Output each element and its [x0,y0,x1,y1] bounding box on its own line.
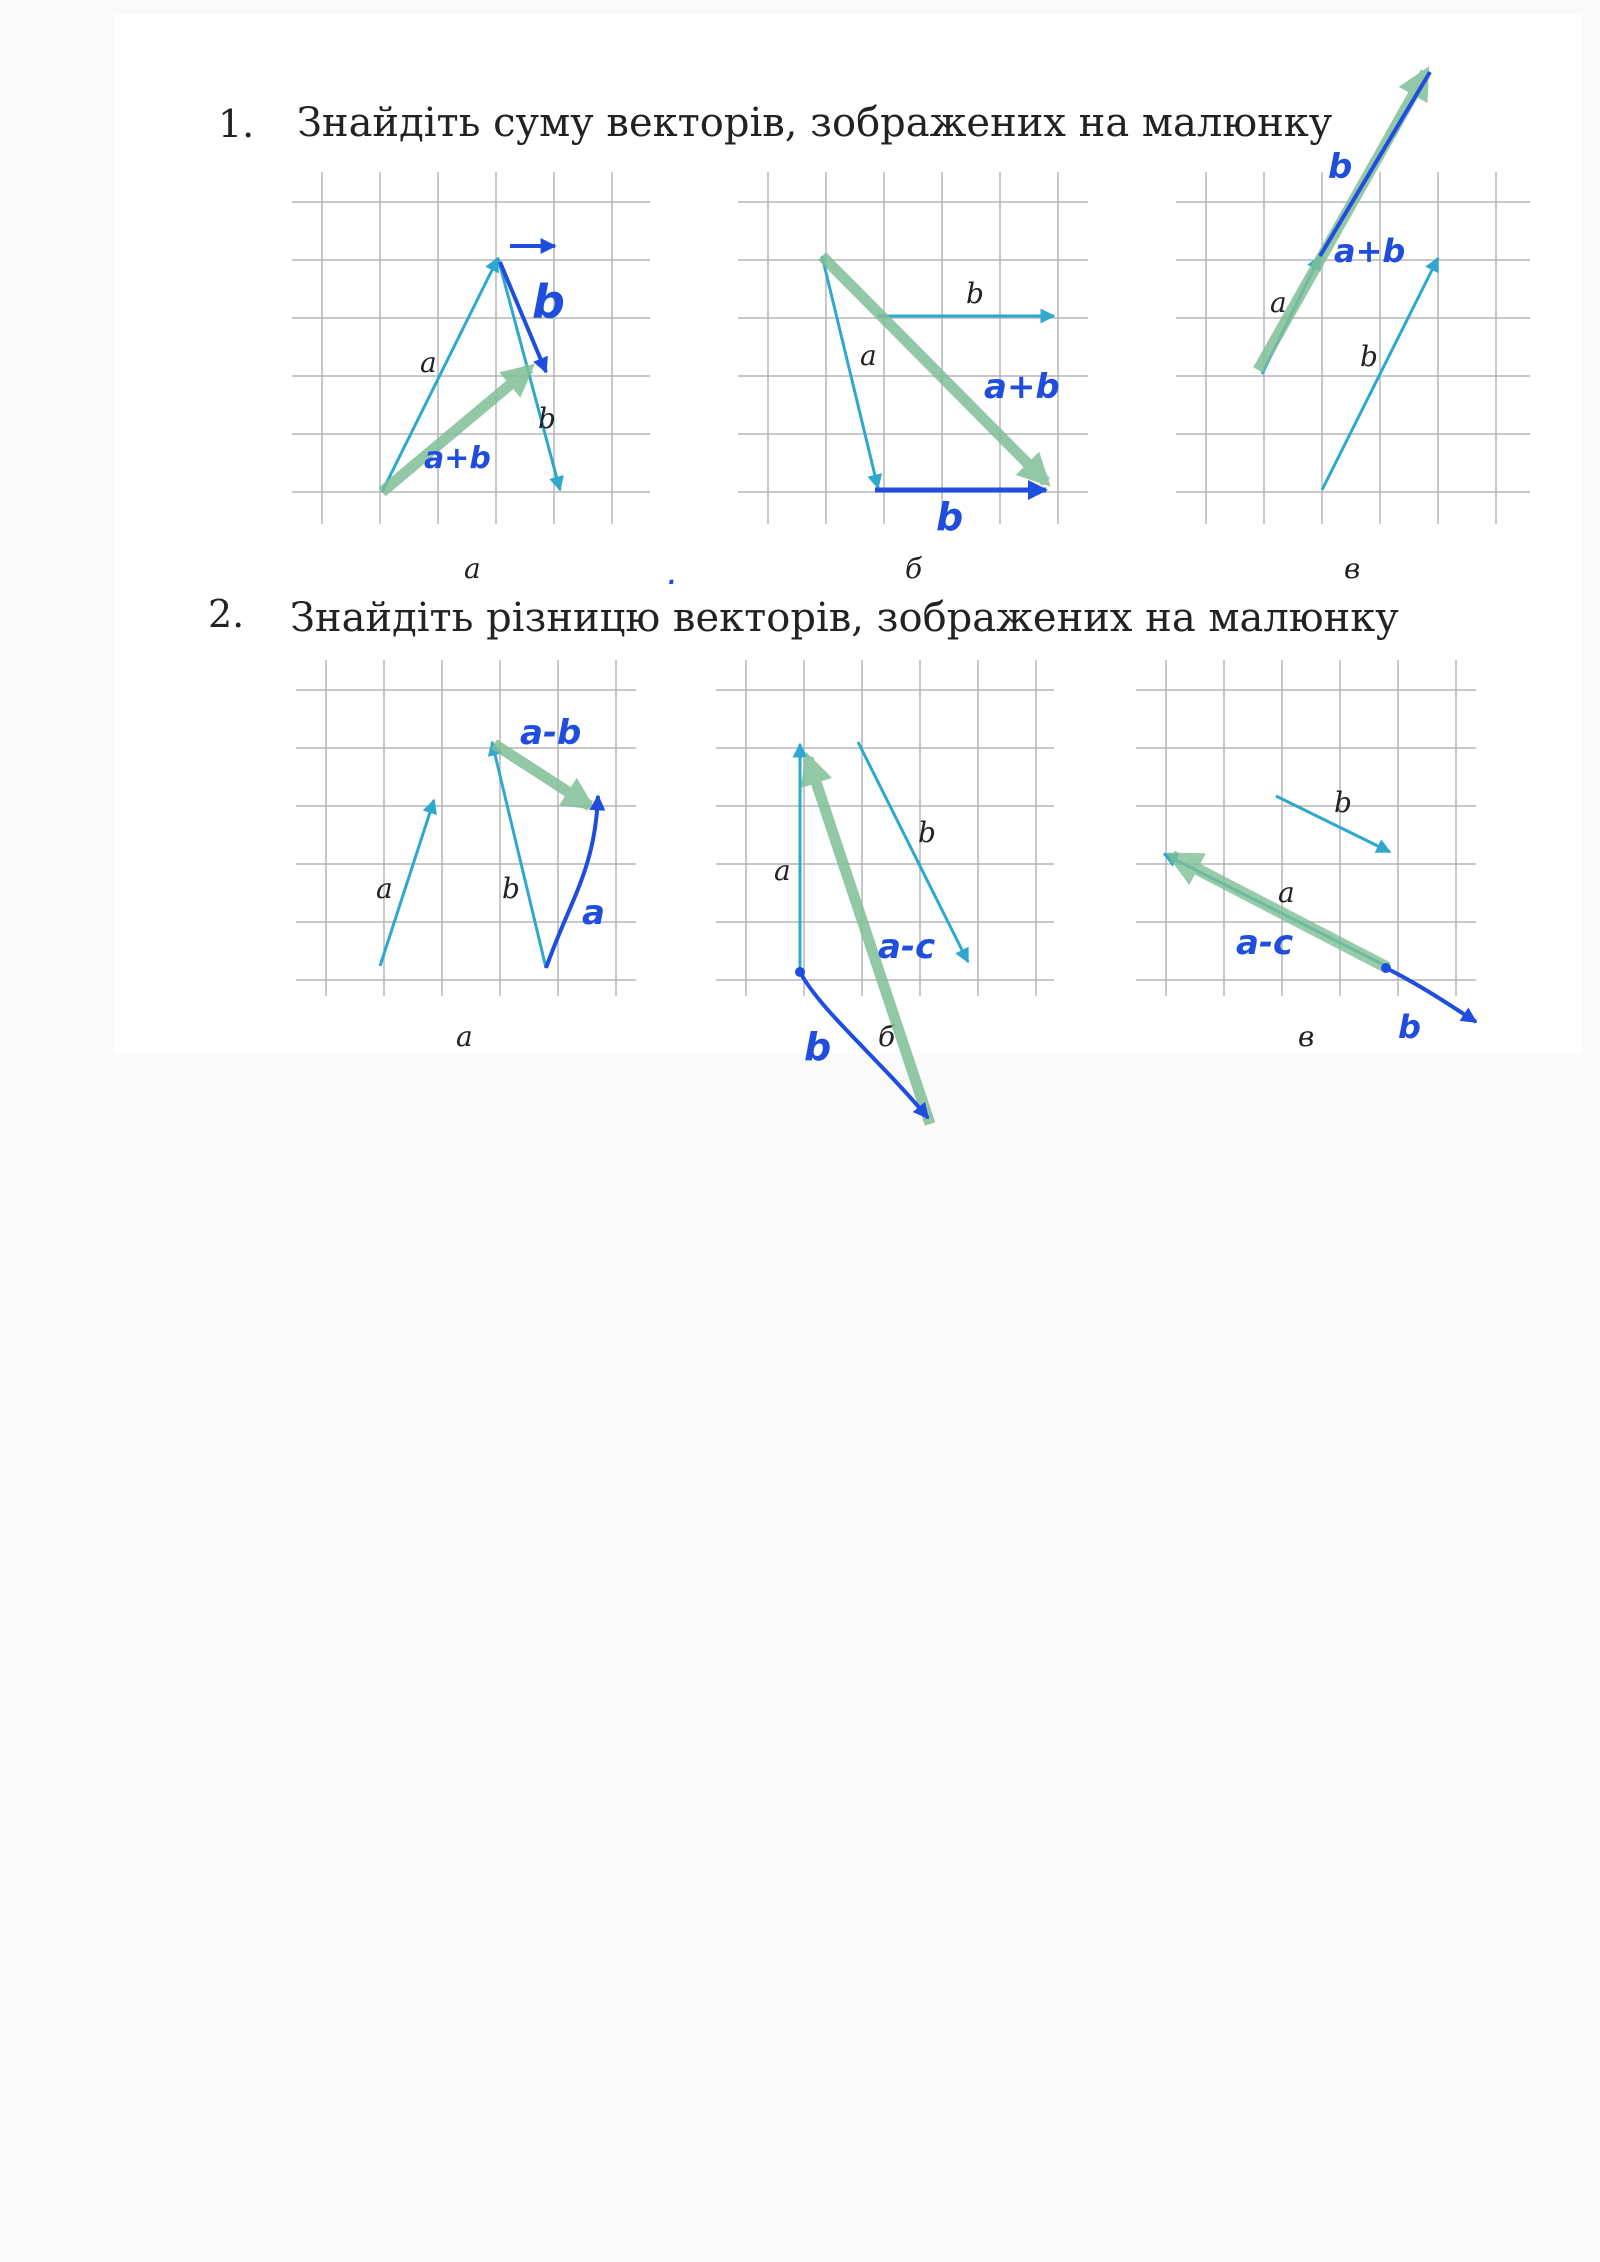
stray-dot: . [668,565,677,590]
label-b: b [502,872,520,905]
hand-b: b [804,1025,832,1069]
label-b: b [1360,340,1378,373]
figure-2c [1164,786,1476,1046]
hand-diff: a-c [1236,923,1294,963]
caption-2b: б [878,1020,896,1053]
caption-2a: а [456,1020,473,1053]
task-2-number: 2. [208,592,245,636]
hand-a: a [582,893,605,933]
translated-a [546,796,598,968]
label-b: b [918,816,936,849]
caption-2c: в [1298,1020,1315,1053]
hand-sum: a+b [984,367,1060,407]
label-a: a [420,346,437,379]
label-b: b [966,277,984,310]
hand-c: b [1398,1008,1421,1046]
label-a: a [1278,876,1295,909]
hand-sum: a+b [424,441,491,476]
hand-diff: a-c [878,927,936,967]
label-b: b [1334,786,1352,819]
task-1-text: Знайдіть суму векторів, зображених на малюнку [297,100,1333,146]
caption-1c: в [1344,552,1361,585]
figure-1b [822,256,1060,539]
label-a: a [376,872,393,905]
figure-1a [382,246,565,492]
figure-2b [774,742,968,1124]
hand-sum: a+b [1334,232,1406,270]
difference-vector [494,744,590,806]
label-a: a [860,339,877,372]
task-2-text: Знайдіть різницю векторів, зображених на малюнку [290,595,1399,641]
grid-2 [1176,172,1530,524]
grid-3 [296,660,636,996]
grid-5 [1136,660,1476,996]
figure-1c [1258,72,1438,490]
start-point [1381,963,1391,973]
label-a: a [1270,286,1287,319]
caption-1a: а [464,552,481,585]
caption-1b: б [905,552,923,585]
label-b: b [538,402,556,435]
hand-b: b [532,275,565,329]
label-a: a [774,854,791,887]
figure-2a [376,713,605,968]
hand-b: b [1328,147,1353,187]
task-1-number: 1. [218,102,255,146]
vector-b [1276,796,1390,852]
hand-diff: a-b [520,713,582,753]
hand-minus-b: b [936,495,964,539]
start-point [795,967,805,977]
